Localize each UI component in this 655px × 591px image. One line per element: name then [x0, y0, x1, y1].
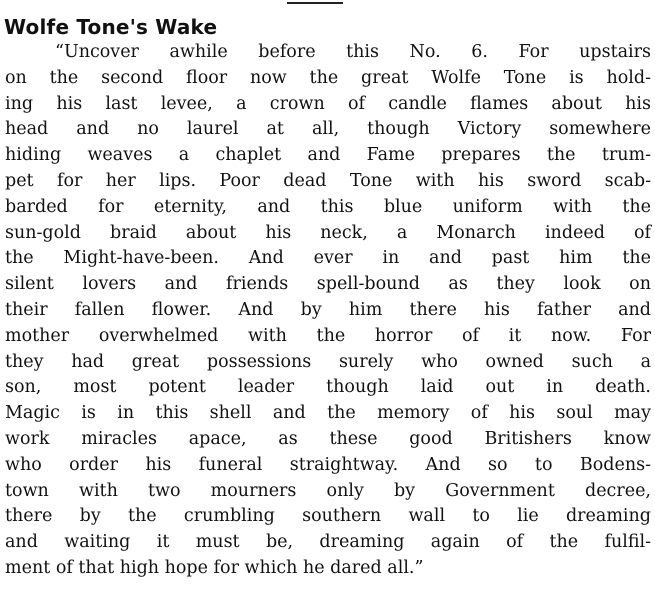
- body-line: work miracles apace, as these good Britishers know: [5, 428, 651, 449]
- body-line: ing his last levee, a crown of candle flames about his: [5, 93, 651, 114]
- body-line: the Might-have-been. And ever in and past him the: [5, 248, 651, 269]
- body-line: Magic is in this shell and the memory of his soul may: [5, 403, 651, 424]
- body-line: their fallen flower. And by him there his father and: [5, 299, 651, 320]
- body-line: head and no laurel at all, though Victory somewhere: [5, 119, 651, 140]
- body-line: hiding weaves a chaplet and Fame prepares the trum-: [5, 145, 651, 166]
- article-body: [5, 40, 651, 582]
- body-line: there by the crumbling southern wall to lie dreaming: [5, 506, 651, 527]
- body-line: who order his funeral straightway. And so to Bodens-: [5, 454, 651, 475]
- body-line: ment of that high hope for which he dared all.”: [5, 557, 424, 578]
- body-line: pet for her lips. Poor dead Tone with his sword scab-: [5, 170, 651, 191]
- body-line: and waiting it must be, dreaming again of the fulfil-: [5, 532, 651, 553]
- column-rule: [287, 2, 343, 4]
- body-line: they had great possessions surely who owned such a: [5, 351, 651, 372]
- body-line: barded for eternity, and this blue uniform with the: [5, 196, 651, 217]
- body-line: on the second floor now the great Wolfe Tone is hold-: [5, 67, 651, 88]
- body-line: sun-gold braid about his neck, a Monarch indeed of: [5, 222, 651, 243]
- article-headline: Wolfe Tone's Wake: [4, 15, 218, 39]
- body-line: “Uncover awhile before this No. 6. For upstairs: [55, 42, 651, 62]
- body-line: silent lovers and friends spell-bound as they look on: [5, 274, 651, 295]
- body-line: mother overwhelmed with the horror of it now. For: [5, 325, 651, 346]
- body-line: town with two mourners only by Government decree,: [5, 480, 651, 501]
- body-line: son, most potent leader though laid out in death.: [5, 377, 651, 398]
